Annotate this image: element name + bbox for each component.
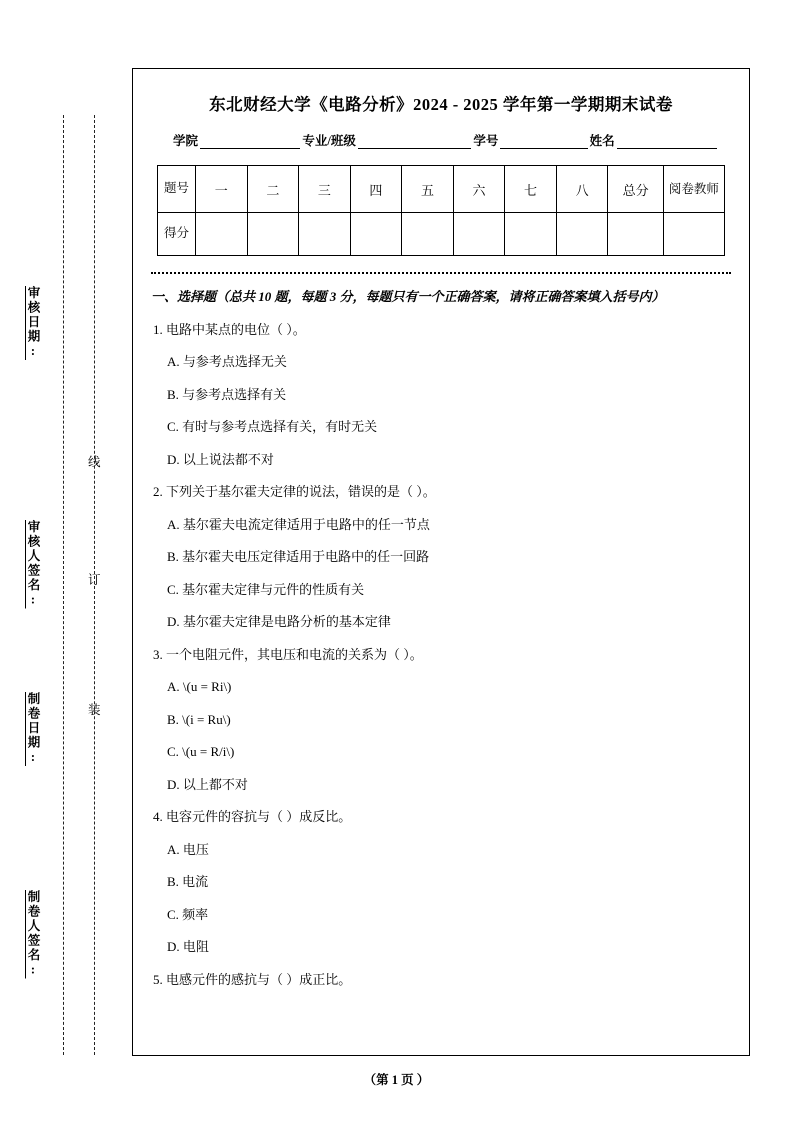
name-label: 姓名 (589, 134, 615, 148)
major-class-label: 专业/班级 (302, 134, 356, 148)
college-label: 学院 (173, 134, 199, 148)
question-3-option-b[interactable]: B. \(i = Ru\) (167, 711, 231, 727)
score-table (157, 165, 725, 256)
seal-char-zhuang: 装 (88, 703, 101, 717)
score-col-5: 五 (402, 166, 454, 213)
exam-paper-frame (132, 68, 750, 1056)
score-value-total[interactable] (608, 213, 663, 256)
score-col-4: 四 (350, 166, 402, 213)
college-input[interactable] (200, 135, 300, 149)
question-2-option-c[interactable]: C. 基尔霍夫定律与元件的性质有关 (167, 581, 365, 597)
question-3-option-c[interactable]: C. \(u = R/i\) (167, 744, 235, 760)
score-value-1[interactable] (196, 213, 248, 256)
question-4-option-c[interactable]: C. 频率 (167, 906, 209, 922)
question-4-option-b[interactable]: B. 电流 (167, 874, 209, 890)
dashed-divider-outer (63, 115, 64, 1055)
score-col-total: 总分 (608, 166, 663, 213)
question-4-option-d[interactable]: D. 电阻 (167, 939, 209, 955)
score-col-7: 七 (505, 166, 557, 213)
score-value-3[interactable] (299, 213, 351, 256)
question-2-option-a[interactable]: A. 基尔霍夫电流定律适用于电路中的任一节点 (167, 516, 430, 532)
student-id-input[interactable] (500, 135, 587, 149)
table-row-question-numbers (158, 166, 725, 213)
score-value-teacher[interactable] (663, 213, 724, 256)
score-col-6: 六 (453, 166, 505, 213)
score-value-8[interactable] (556, 213, 608, 256)
audit-date-label: 审核日期: (26, 286, 40, 360)
question-2: 2. 下列关于基尔霍夫定律的说法，错误的是（ ）。 (153, 484, 436, 500)
score-table-stub-question: 题号 (158, 166, 196, 213)
major-class-input[interactable] (358, 135, 471, 149)
paper-date-label: 制卷日期: (26, 692, 40, 766)
question-2-option-d[interactable]: D. 基尔霍夫定律是电路分析的基本定律 (167, 614, 391, 630)
page-footer: （第 1 页 ） (363, 1073, 430, 1087)
question-1-option-c[interactable]: C. 有时与参考点选择有关，有时无关 (167, 419, 378, 435)
question-3-option-a[interactable]: A. \(u = Ri\) (167, 679, 232, 695)
question-1-option-b[interactable]: B. 与参考点选择有关 (167, 386, 287, 402)
score-value-4[interactable] (350, 213, 402, 256)
section-heading: 一、选择题（总共 10 题，每题 3 分，每题只有一个正确答案，请将正确答案填入括号内） (151, 289, 665, 304)
question-4-option-a[interactable]: A. 电压 (167, 841, 209, 857)
score-value-6[interactable] (453, 213, 505, 256)
question-1-option-a[interactable]: A. 与参考点选择无关 (167, 354, 287, 370)
score-value-7[interactable] (505, 213, 557, 256)
question-3: 3. 一个电阻元件，其电压和电流的关系为（ ）。 (153, 646, 423, 662)
score-value-5[interactable] (402, 213, 454, 256)
left-margin-area (0, 0, 130, 1122)
section-divider (151, 272, 731, 274)
paper-signature-label: 制卷人签名: (26, 890, 40, 979)
question-3-option-d[interactable]: D. 以上都不对 (167, 776, 248, 792)
seal-char-ding: 订 (88, 573, 101, 587)
score-value-2[interactable] (247, 213, 299, 256)
score-col-teacher: 阅卷教师 (663, 166, 724, 213)
table-row-scores (158, 213, 725, 256)
score-col-1: 一 (196, 166, 248, 213)
question-4: 4. 电容元件的容抗与（ ）成反比。 (153, 809, 352, 825)
score-col-3: 三 (299, 166, 351, 213)
page-title: 东北财经大学《电路分析》2024 - 2025 学年第一学期期末试卷 (209, 95, 673, 114)
score-col-8: 八 (556, 166, 608, 213)
question-5: 5. 电感元件的感抗与（ ）成正比。 (153, 971, 352, 987)
question-1: 1. 电路中某点的电位（ ）。 (153, 321, 306, 337)
student-info-row (151, 131, 731, 149)
name-input[interactable] (617, 135, 717, 149)
score-table-stub-score: 得分 (158, 213, 196, 256)
audit-signature-label: 审核人签名: (26, 520, 40, 609)
question-2-option-b[interactable]: B. 基尔霍夫电压定律适用于电路中的任一回路 (167, 549, 430, 565)
score-col-2: 二 (247, 166, 299, 213)
seal-char-line: 线 (88, 455, 101, 469)
student-id-label: 学号 (473, 134, 499, 148)
question-1-option-d[interactable]: D. 以上说法都不对 (167, 451, 274, 467)
exam-body (151, 286, 731, 994)
